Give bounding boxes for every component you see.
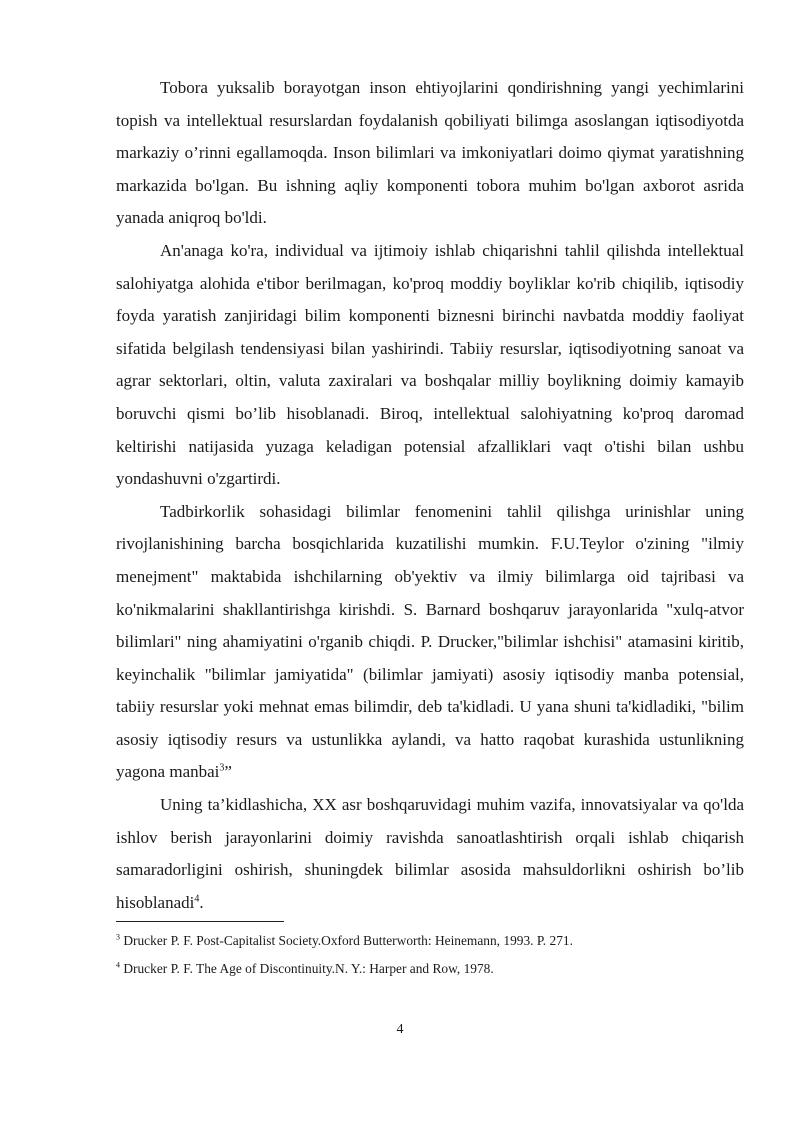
- paragraph-1: Tobora yuksalib borayotgan inson ehtiyojlarini qondirishning yangi yechimlarini topish va intellektual resurslardan foydalanish qobiliyati bilimga asoslangan iqtisodiyotda markaziy o’rinni egallamoqda. Inson bilimlari va imkoniyatlari doimo qiymat yaratishning markazida bo'lgan. Bu ishning aqliy komponenti tobora muhim bo'lgan axborot asrida yanada aniqroq bo'ldi.: [116, 78, 744, 228]
- paragraph-3-text: Tadbirkorlik sohasidagi bilimlar fenomenini tahlil qilishga urinishlar uning rivojlanishining barcha bosqichlarida kuzatilishi mumkin. F.U.Teylor o'zining "ilmiy menejment" maktabida ishchilarning ob'yektiv va ilmiy bilimlarga oid tajribasi va ko'nikmalarini shakllantirishga kirishdi. S. Barnard boshqaruv jarayonlarida "xulq-atvor bilimlari" ning ahamiyatini o'rganib chiqdi. P. Drucker,"bilimlar ishchisi" atamasini kiritib, keyinchalik "bilimlar jamiyatida" (bilimlar jamiyati) asosiy iqtisodiy manba potensial, tabiiy resurslar yoki mehnat emas bilimdir, deb ta'kidladi. U yana shuni ta'kidladiki, "bilim asosiy iqtisodiy resurs va ustunlikka aylandi, va hatto raqobat kurashida ustunlikning yagona manbai: [116, 501, 744, 782]
- paragraph-2: An'anaga ko'ra, individual va ijtimoiy ishlab chiqarishni tahlil qilishda intellektual salohiyatga alohida e'tibor berilmagan, ko'proq moddiy boyliklar ko'rib chiqilib, iqtisodiy foyda yaratish zanjiridagi bilim komponenti biznesni birinchi navbatda moddiy faoliyat sifatida belgilash tendensiyasi bilan yashirindi. Tabiiy resurslar, iqtisodiyotning sanoat va agrar sektorlari, oltin, valuta zaxiralari va boshqalar milliy boylikning doimiy kamayib boruvchi qismi bo’lib hisoblanadi. Biroq, intellektual salohiyatning ko'proq daromad keltirishi natijasida yuzaga keladigan potensial afzalliklari vaqt o'tishi bilan ushbu yondashuvni o'zgartirdi.: [116, 240, 744, 489]
- paragraph-4: [116, 789, 744, 919]
- paragraph-3: [116, 496, 744, 789]
- footnote-4: [116, 960, 744, 978]
- footnote-ref-4: 4: [194, 893, 200, 905]
- footnote-3-text: Drucker P. F. Post-Capitalist Society.Oxford Butterworth: Heinemann, 1993. P. 271.: [123, 933, 573, 949]
- footnote-4-text: Drucker P. F. The Age of Discontinuity.N. Y.: Harper and Row, 1978.: [123, 961, 494, 977]
- footnote-4-number: 4: [116, 960, 120, 970]
- paragraph-4-tail: .: [199, 892, 204, 912]
- page-number: 4: [396, 1022, 404, 1037]
- footnote-3: [116, 932, 744, 950]
- paragraph-4-text: Uning ta’kidlashicha, XX asr boshqaruvidagi muhim vazifa, innovatsiyalar va qo'lda ishlov berish jarayonlarini doimiy ravishda sanoatlashtirish orqali ishlab chiqarish samaradorligini oshirish, shuningdek bilimlar asosida mahsuldorlikni oshirish bo’lib hisoblanadi: [116, 795, 744, 912]
- footnote-divider: [116, 921, 284, 922]
- paragraph-3-tail: ”: [224, 762, 232, 782]
- footnote-ref-3: 3: [219, 762, 225, 774]
- document-body: [116, 72, 744, 988]
- footnote-3-number: 3: [116, 932, 120, 942]
